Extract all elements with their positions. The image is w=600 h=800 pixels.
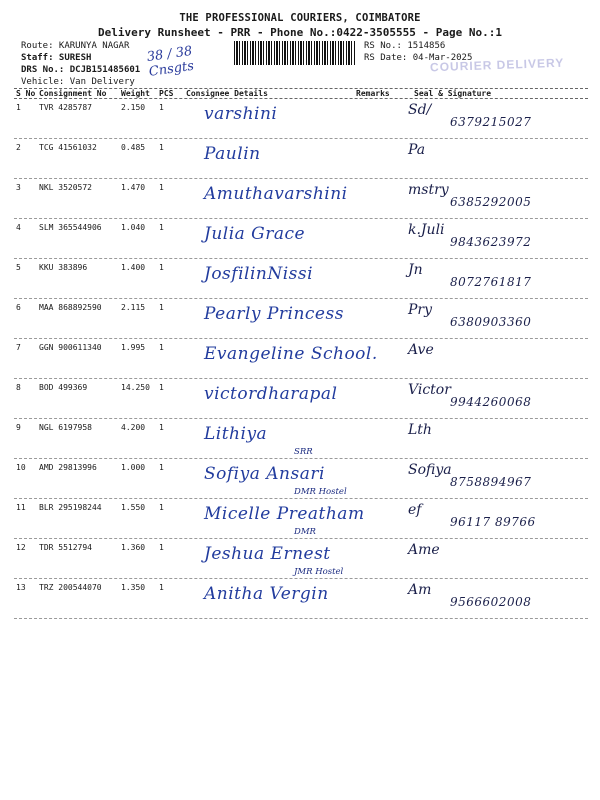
signature-cell	[398, 259, 588, 298]
consignee-cell	[186, 459, 356, 498]
row-sno: 10	[16, 463, 26, 472]
consignee-name-handwritten: Evangeline School.	[204, 344, 378, 364]
row-pcs: 1	[159, 183, 164, 192]
barcode-image	[234, 41, 356, 65]
phone-handwritten: 96117 89766	[450, 515, 536, 529]
consignee-note-handwritten: DMR Hostel	[294, 487, 347, 497]
row-weight: 4.200	[121, 423, 146, 432]
signature-cell	[398, 179, 588, 218]
staff-line: Staff: SURESH	[21, 53, 92, 63]
row-pcs: 1	[159, 423, 164, 432]
signature-handwritten: Sofiya	[408, 462, 452, 478]
row-weight: 0.485	[121, 143, 146, 152]
phone-handwritten: 8072761817	[450, 275, 532, 289]
consignee-name-handwritten: Anitha Vergin	[204, 584, 329, 604]
table-row	[14, 539, 588, 579]
row-weight: 1.470	[121, 183, 146, 192]
signature-handwritten: Sd/	[408, 102, 432, 118]
col-remarks: Remarks	[356, 89, 390, 98]
signature-handwritten: Pa	[408, 142, 426, 158]
faded-stamp: COURIER DELIVERY	[429, 55, 565, 75]
table-row	[14, 579, 588, 619]
row-consignment-no: SLM 365544906	[39, 223, 102, 232]
signature-cell	[398, 579, 588, 618]
row-sno: 1	[16, 103, 21, 112]
consignee-cell	[186, 259, 356, 298]
table-row	[14, 299, 588, 339]
consignee-name-handwritten: Lithiya	[204, 424, 268, 444]
phone-handwritten: 9566602008	[450, 595, 532, 609]
signature-handwritten: Am	[408, 582, 432, 598]
signature-cell	[398, 419, 588, 458]
row-consignment-no: BOD 499369	[39, 383, 88, 392]
col-weight: Weight	[121, 89, 150, 98]
phone-handwritten: 6385292005	[450, 195, 532, 209]
row-sno: 3	[16, 183, 21, 192]
row-consignment-no: BLR 295198244	[39, 503, 102, 512]
phone-handwritten: 9944260068	[450, 395, 532, 409]
signature-handwritten: ef	[408, 502, 422, 518]
handwritten-count-note: 38 / 38 Cnsgts	[145, 43, 195, 80]
consignee-cell	[186, 99, 356, 138]
drs-line: DRS No.: DCJB151485601	[21, 65, 141, 75]
table-body	[14, 99, 588, 619]
signature-handwritten: Ame	[408, 542, 440, 558]
consignee-cell	[186, 219, 356, 258]
signature-cell	[398, 99, 588, 138]
row-pcs: 1	[159, 303, 164, 312]
consignee-cell	[186, 539, 356, 578]
consignee-name-handwritten: Jeshua Ernest	[204, 544, 331, 564]
remarks-cell	[356, 139, 398, 178]
row-pcs: 1	[159, 543, 164, 552]
row-pcs: 1	[159, 383, 164, 392]
remarks-cell	[356, 259, 398, 298]
phone-handwritten: 9843623972	[450, 235, 532, 249]
signature-handwritten: Ave	[408, 342, 434, 358]
signature-handwritten: Lth	[408, 422, 432, 438]
runsheet-subtitle: Delivery Runsheet - PRR - Phone No.:0422-3505555 - Page No.:1	[98, 26, 502, 39]
table-row	[14, 379, 588, 419]
consignee-cell	[186, 339, 378, 378]
row-consignment-no: MAA 868892590	[39, 303, 102, 312]
col-sno: S No	[16, 89, 36, 98]
table-row	[14, 259, 588, 299]
phone-handwritten: 6379215027	[450, 115, 532, 129]
runsheet-table	[14, 88, 588, 619]
row-pcs: 1	[159, 223, 164, 232]
col-pcs: PCS	[159, 89, 174, 98]
row-weight: 1.400	[121, 263, 146, 272]
row-weight: 1.000	[121, 463, 146, 472]
consignee-name-handwritten: JosfilinNissi	[204, 264, 314, 284]
remarks-cell	[356, 219, 398, 258]
consignee-name-handwritten: Pearly Princess	[204, 304, 344, 324]
table-row	[14, 499, 588, 539]
table-row	[14, 339, 588, 379]
consignee-cell	[186, 139, 356, 178]
row-consignment-no: TVR 4285787	[39, 103, 92, 112]
consignee-name-handwritten: Paulin	[204, 144, 261, 164]
consignee-name-handwritten: Micelle Preatham	[204, 504, 365, 524]
signature-handwritten: Jn	[408, 262, 423, 278]
table-row	[14, 219, 588, 259]
signature-cell	[398, 539, 588, 578]
table-row	[14, 459, 588, 499]
col-consignee: Consignee Details	[186, 89, 268, 98]
table-row	[14, 179, 588, 219]
row-weight: 1.360	[121, 543, 146, 552]
signature-cell	[398, 379, 588, 418]
remarks-cell	[356, 99, 398, 138]
row-pcs: 1	[159, 463, 164, 472]
table-row	[14, 419, 588, 459]
route-line: Route: KARUNYA NAGAR	[21, 41, 130, 51]
row-consignment-no: TRZ 200544070	[39, 583, 102, 592]
signature-cell	[398, 219, 588, 258]
signature-cell	[398, 139, 588, 178]
remarks-cell	[356, 379, 398, 418]
row-pcs: 1	[159, 583, 164, 592]
row-consignment-no: TDR 5512794	[39, 543, 92, 552]
consignee-cell	[186, 179, 356, 218]
remarks-cell	[356, 459, 398, 498]
row-weight: 1.040	[121, 223, 146, 232]
signature-handwritten: mstry	[408, 182, 449, 198]
row-consignment-no: KKU 383896	[39, 263, 88, 272]
consignee-cell	[186, 379, 356, 418]
row-pcs: 1	[159, 143, 164, 152]
row-sno: 12	[16, 543, 26, 552]
company-title: THE PROFESSIONAL COURIERS, COIMBATORE	[179, 12, 421, 24]
rs-date: RS Date: 04-Mar-2025	[364, 53, 473, 63]
row-sno: 9	[16, 423, 21, 432]
consignee-note-handwritten: JMR Hostel	[294, 567, 344, 577]
phone-handwritten: 8758894967	[450, 475, 532, 489]
row-sno: 6	[16, 303, 21, 312]
row-sno: 13	[16, 583, 26, 592]
consignee-name-handwritten: Amuthavarshini	[204, 184, 348, 204]
col-signature: Seal & Signature	[414, 89, 492, 98]
consignee-note-handwritten: DMR	[294, 527, 316, 537]
row-pcs: 1	[159, 103, 164, 112]
signature-cell	[398, 339, 588, 378]
row-consignment-no: NGL 6197958	[39, 423, 92, 432]
consignee-note-handwritten: SRR	[294, 447, 313, 457]
col-consignment: Consignment No	[39, 89, 107, 98]
row-sno: 4	[16, 223, 21, 232]
row-sno: 11	[16, 503, 26, 512]
row-consignment-no: NKL 3520572	[39, 183, 92, 192]
row-weight: 14.250	[121, 383, 150, 392]
row-weight: 2.150	[121, 103, 146, 112]
consignee-cell	[186, 419, 356, 458]
row-weight: 1.350	[121, 583, 146, 592]
row-sno: 2	[16, 143, 21, 152]
remarks-cell	[356, 419, 398, 458]
table-row	[14, 99, 588, 139]
signature-cell	[398, 459, 588, 498]
row-sno: 8	[16, 383, 21, 392]
row-pcs: 1	[159, 263, 164, 272]
row-sno: 5	[16, 263, 21, 272]
row-weight: 2.115	[121, 303, 146, 312]
consignee-name-handwritten: victordharapal	[204, 384, 338, 404]
remarks-cell	[356, 579, 398, 618]
signature-cell	[398, 499, 588, 538]
table-row	[14, 139, 588, 179]
consignee-name-handwritten: Julia Grace	[204, 224, 306, 244]
remarks-cell	[356, 179, 398, 218]
signature-handwritten: k.Juli	[408, 222, 445, 238]
row-consignment-no: GGN 900611340	[39, 343, 102, 352]
consignee-cell	[186, 499, 365, 538]
row-weight: 1.550	[121, 503, 146, 512]
row-sno: 7	[16, 343, 21, 352]
row-pcs: 1	[159, 503, 164, 512]
signature-cell	[398, 299, 588, 338]
table-header	[14, 88, 588, 99]
row-consignment-no: AMD 29813996	[39, 463, 97, 472]
row-pcs: 1	[159, 343, 164, 352]
remarks-cell	[356, 299, 398, 338]
consignee-name-handwritten: varshini	[204, 104, 278, 124]
phone-handwritten: 6380903360	[450, 315, 532, 329]
row-weight: 1.995	[121, 343, 146, 352]
consignee-cell	[186, 579, 356, 618]
row-consignment-no: TCG 41561032	[39, 143, 97, 152]
signature-handwritten: Pry	[408, 302, 433, 318]
rs-number: RS No.: 1514856	[364, 41, 446, 51]
remarks-cell	[356, 539, 398, 578]
consignee-cell	[186, 299, 356, 338]
route-info	[21, 40, 140, 88]
signature-handwritten: Victor	[408, 382, 451, 398]
vehicle-line: Vehicle: Van Delivery	[21, 77, 135, 87]
consignee-name-handwritten: Sofiya Ansari	[204, 464, 325, 484]
